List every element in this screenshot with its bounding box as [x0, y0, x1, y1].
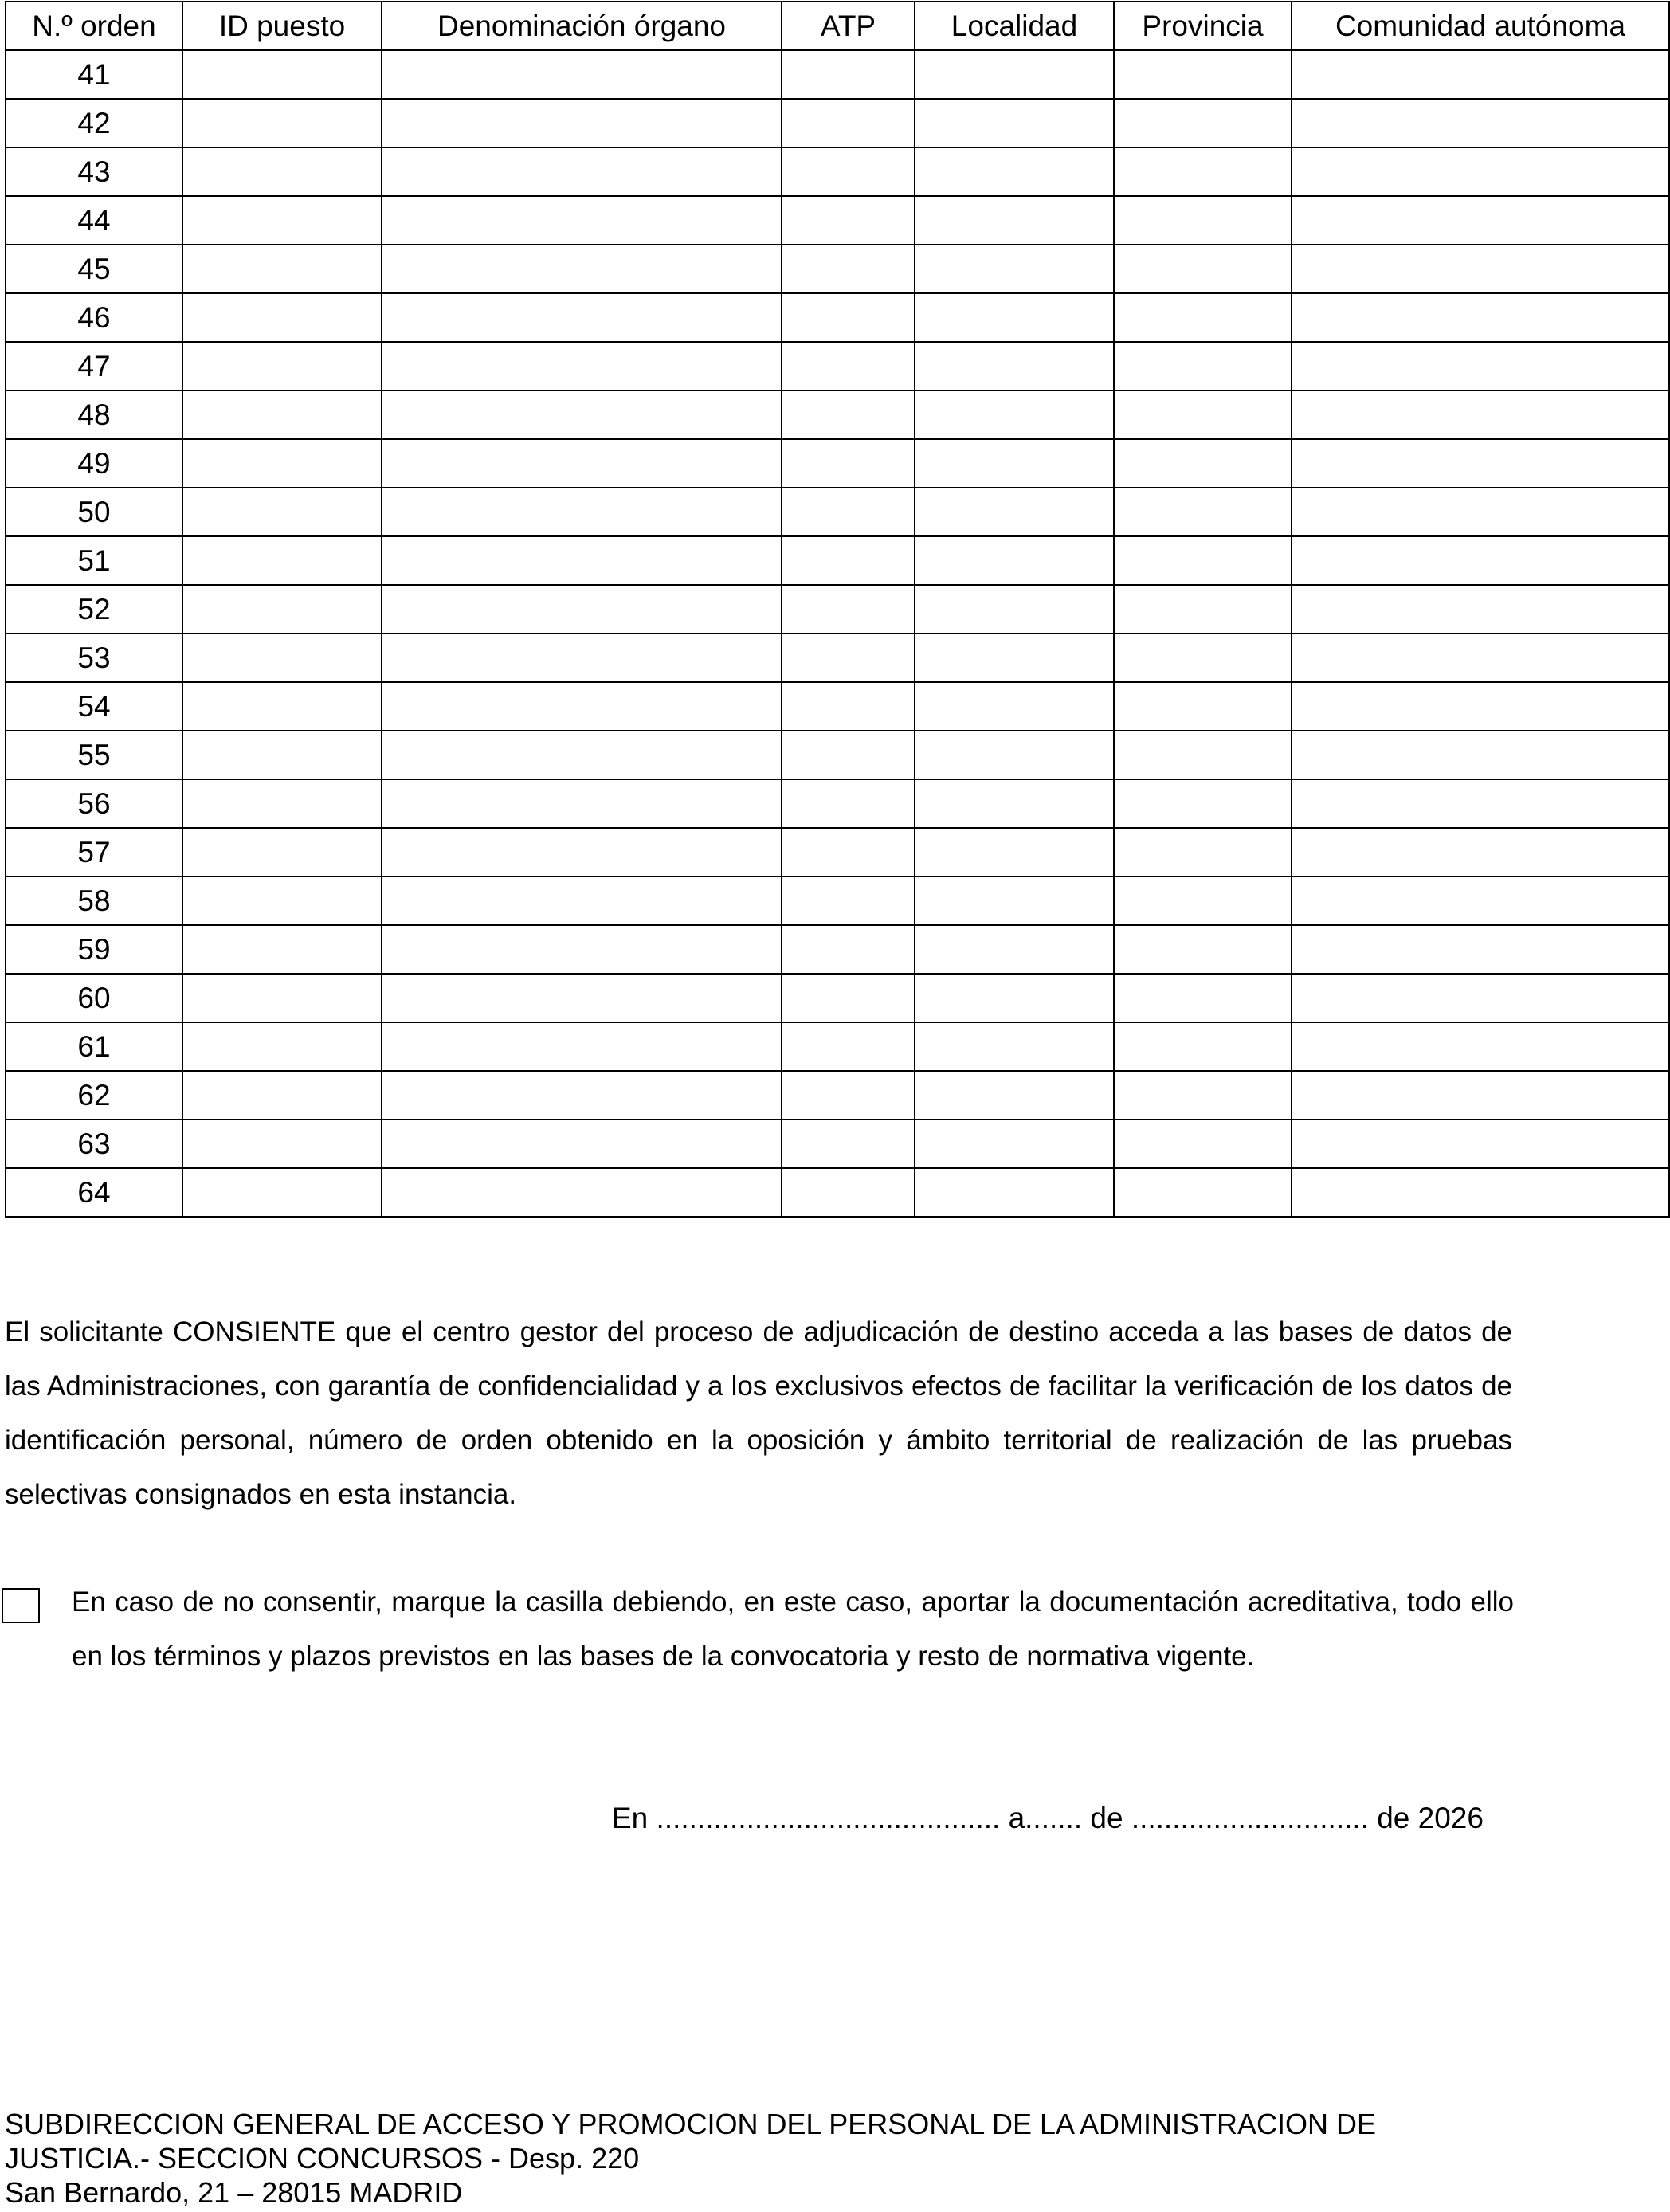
comunidad-autonoma-cell[interactable]	[1292, 293, 1669, 342]
n-orden-cell: 61	[6, 1022, 182, 1071]
table-row	[6, 488, 1669, 536]
provincia-cell[interactable]	[1114, 682, 1292, 731]
localidad-cell[interactable]	[915, 147, 1114, 196]
provincia-cell[interactable]	[1114, 536, 1292, 585]
localidad-cell[interactable]	[915, 877, 1114, 925]
n-orden-cell: 41	[6, 50, 182, 99]
n-orden-cell: 56	[6, 779, 182, 828]
n-orden-cell: 52	[6, 585, 182, 633]
comunidad-autonoma-cell[interactable]	[1292, 828, 1669, 877]
id-puesto-cell[interactable]	[182, 439, 382, 488]
comunidad-autonoma-cell[interactable]	[1292, 1120, 1669, 1168]
header-denominacion-organo: Denominación órgano	[382, 2, 782, 50]
provincia-cell[interactable]	[1114, 342, 1292, 390]
table-row	[6, 147, 1669, 196]
id-puesto-cell[interactable]	[182, 779, 382, 828]
table-row	[6, 633, 1669, 682]
id-puesto-cell[interactable]	[182, 1071, 382, 1120]
localidad-cell[interactable]	[915, 1168, 1114, 1217]
n-orden-cell: 44	[6, 196, 182, 245]
denominacion-organo-cell[interactable]	[382, 779, 782, 828]
comunidad-autonoma-cell[interactable]	[1292, 974, 1669, 1022]
id-puesto-cell[interactable]	[182, 877, 382, 925]
footer-line-1: SUBDIRECCION GENERAL DE ACCESO Y PROMOCION DEL PERSONAL DE LA ADMINISTRACION DE	[5, 2108, 1377, 2140]
table-row	[6, 536, 1669, 585]
atp-cell[interactable]	[782, 439, 915, 488]
provincia-cell[interactable]	[1114, 779, 1292, 828]
n-orden-cell: 55	[6, 731, 182, 779]
id-puesto-cell[interactable]	[182, 1168, 382, 1217]
atp-cell[interactable]	[782, 1022, 915, 1071]
footer-address	[5, 2107, 1598, 2210]
atp-cell[interactable]	[782, 50, 915, 99]
provincia-cell[interactable]	[1114, 488, 1292, 536]
provincia-cell[interactable]	[1114, 439, 1292, 488]
provincia-cell[interactable]	[1114, 99, 1292, 147]
n-orden-cell: 45	[6, 245, 182, 293]
localidad-cell[interactable]	[915, 828, 1114, 877]
table-row	[6, 1120, 1669, 1168]
atp-cell[interactable]	[782, 1120, 915, 1168]
id-puesto-cell[interactable]	[182, 50, 382, 99]
atp-cell[interactable]	[782, 877, 915, 925]
denominacion-organo-cell[interactable]	[382, 439, 782, 488]
n-orden-cell: 63	[6, 1120, 182, 1168]
header-comunidad-autonoma: Comunidad autónoma	[1292, 2, 1669, 50]
n-orden-cell: 59	[6, 925, 182, 974]
denominacion-organo-cell[interactable]	[382, 731, 782, 779]
table-row	[6, 342, 1669, 390]
comunidad-autonoma-cell[interactable]	[1292, 147, 1669, 196]
localidad-cell[interactable]	[915, 293, 1114, 342]
localidad-cell[interactable]	[915, 536, 1114, 585]
provincia-cell[interactable]	[1114, 585, 1292, 633]
comunidad-autonoma-cell[interactable]	[1292, 1071, 1669, 1120]
denominacion-organo-cell[interactable]	[382, 925, 782, 974]
provincia-cell[interactable]	[1114, 633, 1292, 682]
atp-cell[interactable]	[782, 585, 915, 633]
provincia-cell[interactable]	[1114, 50, 1292, 99]
comunidad-autonoma-cell[interactable]	[1292, 488, 1669, 536]
id-puesto-cell[interactable]	[182, 585, 382, 633]
comunidad-autonoma-cell[interactable]	[1292, 439, 1669, 488]
footer-line-2: JUSTICIA.- SECCION CONCURSOS - Desp. 220	[5, 2142, 640, 2175]
id-puesto-cell[interactable]	[182, 682, 382, 731]
n-orden-cell: 53	[6, 633, 182, 682]
localidad-cell[interactable]	[915, 1120, 1114, 1168]
provincia-cell[interactable]	[1114, 390, 1292, 439]
header-atp: ATP	[782, 2, 915, 50]
table-row	[6, 585, 1669, 633]
denominacion-organo-cell[interactable]	[382, 974, 782, 1022]
table-row	[6, 1168, 1669, 1217]
comunidad-autonoma-cell[interactable]	[1292, 390, 1669, 439]
provincia-cell[interactable]	[1114, 877, 1292, 925]
table-row	[6, 877, 1669, 925]
denominacion-organo-cell[interactable]	[382, 245, 782, 293]
atp-cell[interactable]	[782, 390, 915, 439]
n-orden-cell: 48	[6, 390, 182, 439]
comunidad-autonoma-cell[interactable]	[1292, 633, 1669, 682]
atp-cell[interactable]	[782, 1071, 915, 1120]
date-signature-line: En .......................................... a....... de ............................. de 2026	[612, 1802, 1484, 1834]
atp-cell[interactable]	[782, 731, 915, 779]
id-puesto-cell[interactable]	[182, 633, 382, 682]
localidad-cell[interactable]	[915, 390, 1114, 439]
table-row	[6, 731, 1669, 779]
localidad-cell[interactable]	[915, 488, 1114, 536]
table-header-row	[6, 2, 1669, 50]
comunidad-autonoma-cell[interactable]	[1292, 50, 1669, 99]
comunidad-autonoma-cell[interactable]	[1292, 731, 1669, 779]
localidad-cell[interactable]	[915, 245, 1114, 293]
atp-cell[interactable]	[782, 245, 915, 293]
id-puesto-cell[interactable]	[182, 1022, 382, 1071]
comunidad-autonoma-cell[interactable]	[1292, 1022, 1669, 1071]
denominacion-organo-cell[interactable]	[382, 488, 782, 536]
atp-cell[interactable]	[782, 488, 915, 536]
id-puesto-cell[interactable]	[182, 488, 382, 536]
denominacion-organo-cell[interactable]	[382, 1022, 782, 1071]
n-orden-cell: 64	[6, 1168, 182, 1217]
denominacion-organo-cell[interactable]	[382, 147, 782, 196]
id-puesto-cell[interactable]	[182, 293, 382, 342]
denominacion-organo-cell[interactable]	[382, 1168, 782, 1217]
n-orden-cell: 50	[6, 488, 182, 536]
footer-line-3: San Bernardo, 21 – 28015 MADRID	[5, 2176, 463, 2209]
localidad-cell[interactable]	[915, 99, 1114, 147]
localidad-cell[interactable]	[915, 682, 1114, 731]
atp-cell[interactable]	[782, 147, 915, 196]
table-row	[6, 99, 1669, 147]
no-consent-checkbox[interactable]	[2, 1588, 40, 1623]
n-orden-cell: 60	[6, 974, 182, 1022]
id-puesto-cell[interactable]	[182, 99, 382, 147]
table-row	[6, 779, 1669, 828]
id-puesto-cell[interactable]	[182, 536, 382, 585]
denominacion-organo-cell[interactable]	[382, 877, 782, 925]
id-puesto-cell[interactable]	[182, 390, 382, 439]
localidad-cell[interactable]	[915, 1022, 1114, 1071]
denominacion-organo-cell[interactable]	[382, 99, 782, 147]
table-row	[6, 925, 1669, 974]
localidad-cell[interactable]	[915, 196, 1114, 245]
atp-cell[interactable]	[782, 682, 915, 731]
no-consent-text: En caso de no consentir, marque la casilla debiendo, en este caso, aportar la documentación acreditativa, todo ello en los términos y plazos previstos en las bases de la convocatoria y resto de normativa vigente.	[72, 1586, 1514, 1672]
atp-cell[interactable]	[782, 974, 915, 1022]
id-puesto-cell[interactable]	[182, 731, 382, 779]
table-row	[6, 196, 1669, 245]
localidad-cell[interactable]	[915, 731, 1114, 779]
comunidad-autonoma-cell[interactable]	[1292, 779, 1669, 828]
id-puesto-cell[interactable]	[182, 1120, 382, 1168]
destination-table	[5, 1, 1670, 1218]
denominacion-organo-cell[interactable]	[382, 342, 782, 390]
provincia-cell[interactable]	[1114, 1071, 1292, 1120]
provincia-cell[interactable]	[1114, 293, 1292, 342]
id-puesto-cell[interactable]	[182, 147, 382, 196]
provincia-cell[interactable]	[1114, 925, 1292, 974]
atp-cell[interactable]	[782, 342, 915, 390]
comunidad-autonoma-cell[interactable]	[1292, 342, 1669, 390]
denominacion-organo-cell[interactable]	[382, 196, 782, 245]
provincia-cell[interactable]	[1114, 1168, 1292, 1217]
atp-cell[interactable]	[782, 633, 915, 682]
provincia-cell[interactable]	[1114, 974, 1292, 1022]
table-row	[6, 974, 1669, 1022]
localidad-cell[interactable]	[915, 439, 1114, 488]
table-row	[6, 1071, 1669, 1120]
comunidad-autonoma-cell[interactable]	[1292, 196, 1669, 245]
id-puesto-cell[interactable]	[182, 925, 382, 974]
atp-cell[interactable]	[782, 925, 915, 974]
table-row	[6, 682, 1669, 731]
provincia-cell[interactable]	[1114, 147, 1292, 196]
consent-paragraph: El solicitante CONSIENTE que el centro gestor del proceso de adjudicación de destino acceda a las bases de datos de las Administraciones, con garantía de confidencialidad y a los exclusivos efectos de facilitar la verificación de los datos de identificación personal, número de orden obtenido en la oposición y ámbito territorial de realización de las pruebas selectivas consignados en esta instancia.	[5, 1316, 1512, 1510]
localidad-cell[interactable]	[915, 585, 1114, 633]
localidad-cell[interactable]	[915, 779, 1114, 828]
provincia-cell[interactable]	[1114, 245, 1292, 293]
denominacion-organo-cell[interactable]	[382, 828, 782, 877]
comunidad-autonoma-cell[interactable]	[1292, 536, 1669, 585]
localidad-cell[interactable]	[915, 925, 1114, 974]
n-orden-cell: 46	[6, 293, 182, 342]
comunidad-autonoma-cell[interactable]	[1292, 585, 1669, 633]
n-orden-cell: 47	[6, 342, 182, 390]
denominacion-organo-cell[interactable]	[382, 536, 782, 585]
n-orden-cell: 43	[6, 147, 182, 196]
atp-cell[interactable]	[782, 779, 915, 828]
denominacion-organo-cell[interactable]	[382, 682, 782, 731]
atp-cell[interactable]	[782, 196, 915, 245]
table-row	[6, 293, 1669, 342]
localidad-cell[interactable]	[915, 50, 1114, 99]
comunidad-autonoma-cell[interactable]	[1292, 1168, 1669, 1217]
comunidad-autonoma-cell[interactable]	[1292, 925, 1669, 974]
localidad-cell[interactable]	[915, 633, 1114, 682]
n-orden-cell: 58	[6, 877, 182, 925]
header-provincia: Provincia	[1114, 2, 1292, 50]
denominacion-organo-cell[interactable]	[382, 1071, 782, 1120]
localidad-cell[interactable]	[915, 1071, 1114, 1120]
table-row	[6, 245, 1669, 293]
n-orden-cell: 62	[6, 1071, 182, 1120]
table-row	[6, 390, 1669, 439]
table-row	[6, 439, 1669, 488]
atp-cell[interactable]	[782, 828, 915, 877]
comunidad-autonoma-cell[interactable]	[1292, 99, 1669, 147]
header-id-puesto: ID puesto	[182, 2, 382, 50]
id-puesto-cell[interactable]	[182, 342, 382, 390]
n-orden-cell: 57	[6, 828, 182, 877]
id-puesto-cell[interactable]	[182, 196, 382, 245]
denominacion-organo-cell[interactable]	[382, 390, 782, 439]
atp-cell[interactable]	[782, 1168, 915, 1217]
comunidad-autonoma-cell[interactable]	[1292, 245, 1669, 293]
table-row	[6, 1022, 1669, 1071]
n-orden-cell: 49	[6, 439, 182, 488]
localidad-cell[interactable]	[915, 342, 1114, 390]
atp-cell[interactable]	[782, 536, 915, 585]
provincia-cell[interactable]	[1114, 196, 1292, 245]
n-orden-cell: 51	[6, 536, 182, 585]
comunidad-autonoma-cell[interactable]	[1292, 877, 1669, 925]
id-puesto-cell[interactable]	[182, 245, 382, 293]
atp-cell[interactable]	[782, 293, 915, 342]
denominacion-organo-cell[interactable]	[382, 585, 782, 633]
provincia-cell[interactable]	[1114, 828, 1292, 877]
denominacion-organo-cell[interactable]	[382, 293, 782, 342]
localidad-cell[interactable]	[915, 974, 1114, 1022]
id-puesto-cell[interactable]	[182, 828, 382, 877]
denominacion-organo-cell[interactable]	[382, 50, 782, 99]
header-localidad: Localidad	[915, 2, 1114, 50]
header-n-orden: N.º orden	[6, 2, 182, 50]
denominacion-organo-cell[interactable]	[382, 633, 782, 682]
id-puesto-cell[interactable]	[182, 974, 382, 1022]
n-orden-cell: 54	[6, 682, 182, 731]
provincia-cell[interactable]	[1114, 1022, 1292, 1071]
table-row	[6, 828, 1669, 877]
n-orden-cell: 42	[6, 99, 182, 147]
table-row	[6, 50, 1669, 99]
denominacion-organo-cell[interactable]	[382, 1120, 782, 1168]
provincia-cell[interactable]	[1114, 1120, 1292, 1168]
comunidad-autonoma-cell[interactable]	[1292, 682, 1669, 731]
provincia-cell[interactable]	[1114, 731, 1292, 779]
atp-cell[interactable]	[782, 99, 915, 147]
